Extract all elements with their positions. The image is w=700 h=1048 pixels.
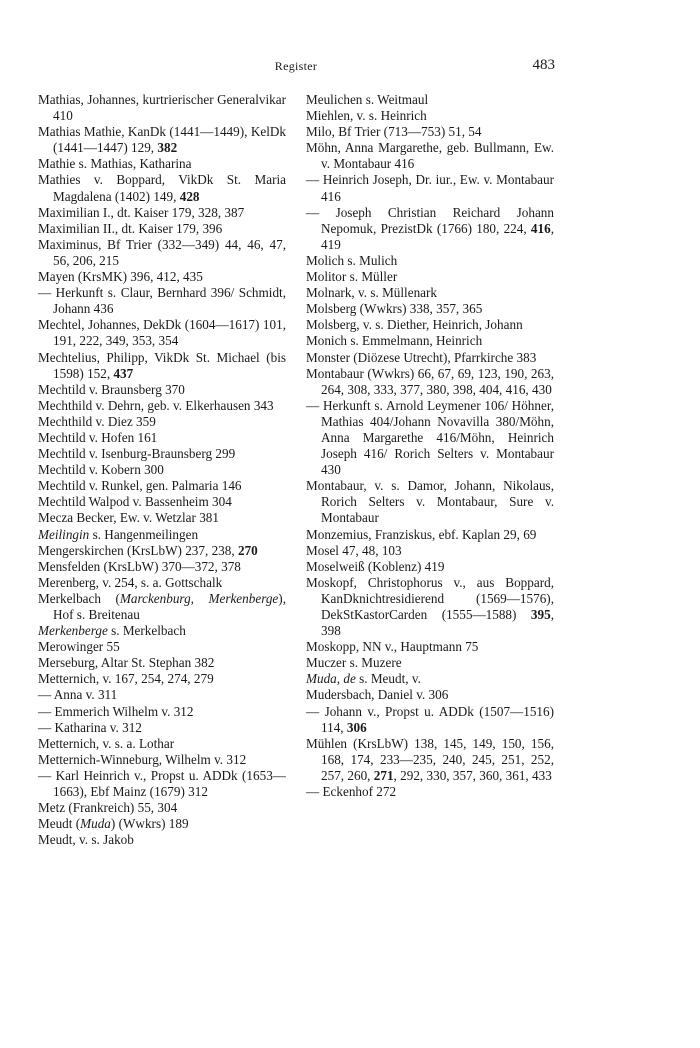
- index-entry: Mosel 47, 48, 103: [306, 542, 402, 558]
- index-entry: Mechtild v. Kobern 300: [38, 462, 164, 478]
- index-entry: Mechthild v. Diez 359: [38, 413, 156, 429]
- index-entry: Muda, de s. Meudt, v.: [306, 671, 421, 687]
- running-title: Register: [274, 59, 318, 73]
- index-entry: Miehlen, v. s. Heinrich: [306, 108, 427, 124]
- index-entry: Meulichen s. Weitmaul: [306, 92, 429, 107]
- index-entry: Merkenberge s. Merkelbach: [38, 623, 186, 639]
- index-entry: Metternich-Winneburg, Wilhelm v. 312: [38, 751, 247, 767]
- index-entry: Monster (Diözese Utrecht), Pfarrkirche 383: [306, 349, 537, 365]
- index-entry: Montabaur (Wwkrs) 66, 67, 69, 123, 190, 263, 264, 308, 333, 377, 380, 398, 404, 416, 430: [306, 365, 554, 397]
- bold-page-ref: 428: [179, 188, 200, 204]
- index-entry: Meudt (Muda) (Wwkrs) 189: [38, 816, 189, 832]
- index-entry: Muczer s. Muzere: [306, 655, 402, 671]
- index-entry: Moselweiß (Koblenz) 419: [306, 558, 445, 574]
- index-entry: — Anna v. 311: [38, 687, 118, 703]
- index-entry: — Herkunft s. Arnold Leymener 106/ Höhner, Mathias 404/Johann Novavilla 380/Möhn, Anna Margarethe 416/Möhn, Heinrich Joseph 416/ Rorich Selters v. Montabaur 430: [306, 397, 554, 478]
- index-entry: Möhn, Anna Margarethe, geb. Bullmann, Ew. v. Montabaur 416: [306, 140, 554, 172]
- index-entry: Maximilian II., dt. Kaiser 179, 396: [38, 220, 223, 236]
- index-entry: Mathie s. Mathias, Katharina: [38, 156, 192, 172]
- index-entry: Metternich, v. s. a. Lothar: [38, 735, 175, 751]
- index-entry: — Heinrich Joseph, Dr. iur., Ew. v. Montabaur 416: [306, 172, 554, 204]
- index-entry: Monzemius, Franziskus, ebf. Kaplan 29, 69: [306, 526, 537, 542]
- index-entry: Molich s. Mulich: [306, 252, 398, 268]
- index-entry: Metternich, v. 167, 254, 274, 279: [38, 671, 214, 687]
- bold-page-ref: 271: [373, 767, 394, 783]
- italic-term: Meilingin: [38, 526, 90, 542]
- index-entry: Merowinger 55: [38, 639, 120, 655]
- index-entry: Molnark, v. s. Müllenark: [306, 285, 437, 301]
- index-entry: Merseburg, Altar St. Stephan 382: [38, 655, 215, 671]
- index-entry: Montabaur, v. s. Damor, Johann, Nikolaus, Rorich Selters v. Montabaur, Sure v. Montabaur: [306, 478, 554, 526]
- italic-term: Muda, de: [306, 671, 356, 687]
- index-entry: Mechtel, Johannes, DekDk (1604—1617) 101, 191, 222, 349, 353, 354: [38, 317, 286, 349]
- index-entry: Mechtild v. Hofen 161: [38, 429, 158, 445]
- index-entry: — Herkunft s. Claur, Bernhard 396/ Schmidt, Johann 436: [38, 285, 286, 317]
- italic-term: Muda: [80, 816, 111, 832]
- index-entry: Merkelbach (Marckenburg, Merkenberge), Hof s. Breitenau: [38, 590, 286, 622]
- index-entry: Mechtild v. Isenburg-Braunsberg 299: [38, 446, 236, 462]
- index-entry: — Karl Heinrich v., Propst u. ADDk (1653—1663), Ebf Mainz (1679) 312: [38, 767, 286, 800]
- index-entry: Mühlen (KrsLbW) 138, 145, 149, 150, 156, 168, 174, 233—235, 240, 245, 251, 252, 257, 260, 271, 292, 330, 357, 360, 361, 433: [306, 735, 554, 783]
- index-entry: — Emmerich Wilhelm v. 312: [38, 703, 194, 719]
- index-entry: Mechtild v. Braunsberg 370: [38, 381, 185, 397]
- bold-page-ref: 437: [113, 365, 134, 381]
- index-entry: Mechtelius, Philipp, VikDk St. Michael (bis 1598) 152, 437: [38, 349, 286, 381]
- index-entry: Mechthild v. Dehrn, geb. v. Elkerhausen 343: [38, 397, 274, 413]
- index-entry: Meudt, v. s. Jakob: [38, 832, 134, 848]
- bold-page-ref: 395: [530, 607, 551, 622]
- index-entry: — Eckenhof 272: [306, 784, 397, 800]
- index-entry: — Katharina v. 312: [38, 719, 142, 735]
- index-column-left: [38, 92, 286, 848]
- index-entry: Merenberg, v. 254, s. a. Gottschalk: [38, 574, 223, 590]
- index-entry: Molsberg (Wwkrs) 338, 357, 365: [306, 301, 483, 317]
- index-entry: Meilingin s. Hangenmeilingen: [38, 526, 199, 542]
- bold-page-ref: 382: [157, 140, 178, 156]
- index-entry: Mudersbach, Daniel v. 306: [306, 687, 449, 703]
- index-entry: Monich s. Emmelmann, Heinrich: [306, 333, 483, 349]
- bold-page-ref: 416: [530, 220, 551, 236]
- index-entry: Moskopf, Christophorus v., aus Boppard, KanDknichtresidierend (1569—1576), DekStKastorCarden (1555—1588) 395, 398: [306, 574, 554, 639]
- index-entry: Moskopp, NN v., Hauptmann 75: [306, 639, 479, 655]
- page-number: 483: [532, 57, 555, 73]
- index-entry: Mathias Mathie, KanDk (1441—1449), KelDk (1441—1447) 129, 382: [38, 124, 286, 156]
- bold-page-ref: 270: [237, 542, 258, 558]
- index-entry: Maximilian I., dt. Kaiser 179, 328, 387: [38, 204, 245, 220]
- italic-term: Marckenburg, Merkenberge: [119, 590, 279, 606]
- index-entry: — Joseph Christian Reichard Johann Nepomuk, PrezistDk (1766) 180, 224, 416, 419: [306, 204, 554, 252]
- index-column-right: [306, 92, 554, 800]
- index-entry: Mayen (KrsMK) 396, 412, 435: [38, 269, 203, 285]
- page-header: [37, 58, 555, 78]
- index-entry: Mecza Becker, Ew. v. Wetzlar 381: [38, 510, 219, 526]
- italic-term: Merkenberge: [38, 623, 108, 639]
- index-entry: Mensfelden (KrsLbW) 370—372, 378: [38, 558, 241, 574]
- index-entry: Metz (Frankreich) 55, 304: [38, 800, 178, 816]
- index-entry: Mengerskirchen (KrsLbW) 237, 238, 270: [38, 542, 258, 558]
- index-entry: Milo, Bf Trier (713—753) 51, 54: [306, 124, 482, 140]
- index-entry: Molitor s. Müller: [306, 269, 398, 285]
- bold-page-ref: 306: [346, 719, 367, 735]
- index-entry: Mechtild v. Runkel, gen. Palmaria 146: [38, 478, 242, 494]
- index-entry: Mathies v. Boppard, VikDk St. Maria Magdalena (1402) 149, 428: [38, 172, 286, 204]
- index-entry: Maximinus, Bf Trier (332—349) 44, 46, 47, 56, 206, 215: [38, 236, 286, 268]
- index-entry: Mechtild Walpod v. Bassenheim 304: [38, 494, 232, 510]
- index-entry: Mathias, Johannes, kurtrierischer Generalvikar 410: [38, 92, 286, 124]
- index-entry: — Johann v., Propst u. ADDk (1507—1516) 114, 306: [306, 703, 554, 735]
- index-entry: Molsberg, v. s. Diether, Heinrich, Johann: [306, 317, 523, 333]
